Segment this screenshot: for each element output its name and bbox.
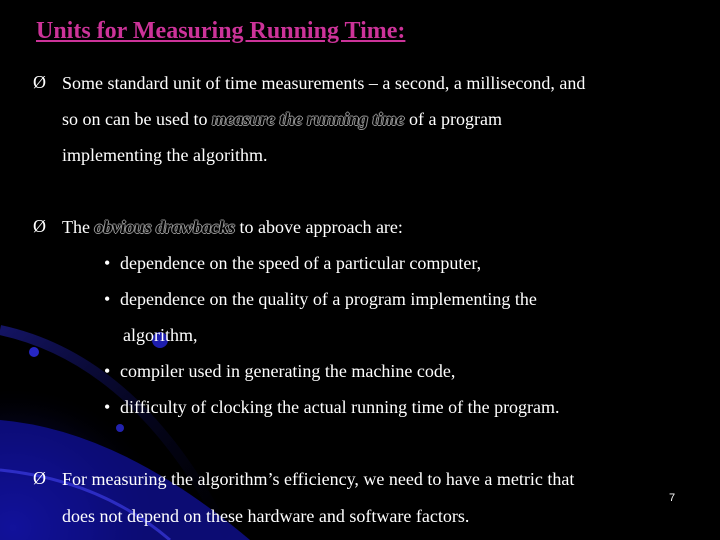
sub-item-4: difficulty of clocking the actual running time of the program. [120, 397, 560, 417]
bullet-1-line-2 [62, 109, 502, 130]
bullet-2-post: to above approach are: [235, 217, 403, 237]
sub-bullet-dot-icon: • [104, 253, 111, 273]
slide-title: Units for Measuring Running Time: [36, 18, 406, 44]
bullet-arrow-icon: Ø [33, 468, 46, 488]
sub-item-3: compiler used in generating the machine code, [120, 361, 456, 381]
bullet-1-line-2-pre: so on can be used to [62, 109, 212, 129]
sub-item-1: dependence on the speed of a particular computer, [120, 253, 482, 273]
page-number: 7 [669, 492, 676, 504]
bullet-1-line-3: implementing the algorithm. [62, 145, 268, 165]
sub-bullet-dot-icon: • [104, 397, 111, 417]
bullet-3-line-1: For measuring the algorithm’s efficiency, we need to have a metric that [62, 469, 575, 489]
bullet-1-line-1: Some standard unit of time measurements – a second, a millisecond, and [62, 73, 586, 93]
bullet-arrow-icon: Ø [33, 216, 46, 236]
bullet-3-line-2: does not depend on these hardware and software factors. [62, 506, 470, 526]
sub-item-2-continuation: algorithm, [123, 325, 198, 345]
bullet-2-emphasis: obvious drawbacks [94, 217, 235, 237]
bullet-1-line-2-post: of a program [404, 109, 502, 129]
bullet-arrow-icon: Ø [33, 72, 46, 92]
sub-item-2: dependence on the quality of a program implementing the [120, 289, 537, 309]
sub-bullet-dot-icon: • [104, 361, 111, 381]
bullet-2-line [62, 217, 403, 238]
bullet-1-emphasis: measure the running time [211, 109, 405, 129]
bullet-2-pre: The [62, 217, 95, 237]
sub-bullet-dot-icon: • [104, 289, 111, 309]
